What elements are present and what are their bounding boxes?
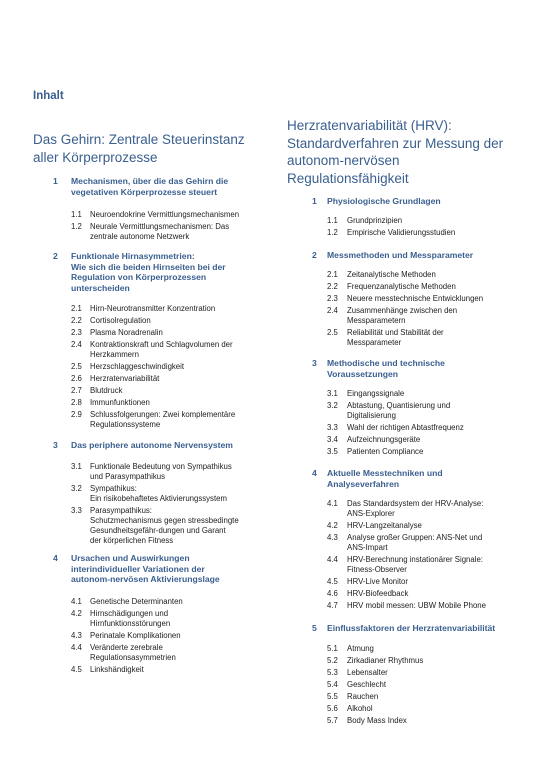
chapter-number: 4 [312,468,317,478]
entry-title: HRV-Biofeedback [347,589,409,598]
entry-title: HRV-Live Monitor [347,577,408,586]
entry-number: 3.2 [327,401,338,410]
entry-number: 5.4 [327,680,338,689]
entry-title: Zusammenhänge zwischen den Messparametern [347,306,458,325]
entry-title: Das Standardsystem der HRV-Analyse: ANS-Explorer [347,499,484,518]
entry-number: 2.1 [71,304,82,313]
entry-title: Parasympathikus: Schutzmechanismus gegen stressbedingte Gesundheitsgefähr-dungen und Garant der körperlichen Fitness [90,506,239,545]
entry-number: 2.8 [71,398,82,407]
entry-title: Frequenzanalytische Methoden [347,282,456,291]
entry-number: 3.2 [71,484,82,493]
entry-title: Plasma Noradrenalin [90,328,163,337]
entry-number: 5.1 [327,644,338,653]
chapter-number: 2 [53,251,58,261]
chapter-number: 3 [53,440,58,450]
entry-title: Analyse großer Gruppen: ANS-Net und ANS-Impart [347,533,483,552]
chapter-title: Mechanismen, über die das Gehirn die vegetativen Körperprozesse steuert [71,176,229,197]
entry-number: 4.3 [71,631,82,640]
chapter-title: Methodische und technische Voraussetzungen [327,358,445,379]
chapter-number: 1 [53,176,58,186]
entry-number: 4.4 [71,643,82,652]
entry-number: 3.3 [71,506,82,515]
entry-title: HRV-Langzeitanalyse [347,521,422,530]
entry-title: Empirische Validierungsstudien [347,228,456,237]
entry-title: Alkohol [347,704,373,713]
entry-title: Zirkadianer Rhythmus [347,656,424,665]
entry-number: 2.9 [71,410,82,419]
entry-title: Hirnschädigungen und Hirnfunktionsstörungen [90,609,171,628]
entry-number: 2.6 [71,374,82,383]
entry-title: Herzratenvariabilität [90,374,160,383]
page-heading: Inhalt [33,90,64,102]
entry-number: 3.3 [327,423,338,432]
entry-title: Cortisolregulation [90,316,151,325]
entry-number: 4.5 [71,665,82,674]
entry-number: 1.2 [327,228,338,237]
chapter-number: 3 [312,358,317,368]
entry-title: Body Mass Index [347,716,407,725]
entry-number: 4.3 [327,533,338,542]
part-title: Herzratenvariabilität (HRV): Standardverfahren zur Messung der autonom-nervösen Regulationsfähigkeit [287,118,504,186]
entry-title: Reliabilität und Stabilität der Messparameter [347,328,444,347]
chapter-title: Einflussfaktoren der Herzratenvariabilität [327,623,496,633]
entry-title: Veränderte zerebrale Regulationsasymmetrien [90,643,176,662]
entry-number: 3.4 [327,435,338,444]
chapter-title: Ursachen und Auswirkungen interindividueller Variationen der autonom-nervösen Aktivierungslage [71,553,220,584]
entry-number: 2.4 [71,340,82,349]
entry-number: 2.2 [71,316,82,325]
entry-title: Hirn-Neurotransmitter Konzentration [90,304,216,313]
chapter-number: 1 [312,196,317,206]
entry-number: 5.6 [327,704,338,713]
entry-number: 2.3 [71,328,82,337]
entry-title: Sympathikus: Ein risikobehaftetes Aktivierungssystem [90,484,227,503]
entry-number: 2.2 [327,282,338,291]
entry-title: HRV mobil messen: UBW Mobile Phone [347,601,486,610]
chapter-number: 4 [53,553,58,563]
chapter-title: Messmethoden und Messparameter [327,250,474,260]
entry-number: 2.3 [327,294,338,303]
entry-title: Neuere messtechnische Entwicklungen [347,294,484,303]
entry-title: Zeitanalytische Methoden [347,270,436,279]
entry-title: Immunfunktionen [90,398,150,407]
entry-number: 4.1 [71,597,82,606]
entry-number: 3.1 [71,462,82,471]
entry-number: 4.6 [327,589,338,598]
entry-number: 4.1 [327,499,338,508]
entry-number: 5.5 [327,692,338,701]
entry-title: Geschlecht [347,680,387,689]
entry-number: 2.4 [327,306,338,315]
entry-number: 2.5 [327,328,338,337]
entry-title: Neurale Vermittlungsmechanismen: Das zentrale autonome Netzwerk [90,222,230,241]
entry-title: Wahl der richtigen Abtastfrequenz [347,423,464,432]
chapter-title: Das periphere autonome Nervensystem [71,440,233,450]
entry-number: 5.3 [327,668,338,677]
entry-title: Linkshändigkeit [90,665,144,674]
entry-title: Abtastung, Quantisierung und Digitalisierung [347,401,451,420]
entry-title: HRV-Berechnung instationärer Signale: Fitness-Observer [347,555,483,574]
entry-number: 5.2 [327,656,338,665]
chapter-title: Physiologische Grundlagen [327,196,441,206]
entry-number: 4.2 [327,521,338,530]
entry-title: Neuroendokrine Vermittlungsmechanismen [90,210,240,219]
entry-number: 1.1 [327,216,338,225]
entry-title: Schlussfolgerungen: Zwei komplementäre Regulationssysteme [90,410,236,429]
entry-title: Genetische Determinanten [90,597,183,606]
entry-number: 4.7 [327,601,338,610]
entry-number: 4.4 [327,555,338,564]
entry-title: Funktionale Bedeutung von Sympathikus und Parasympathikus [90,462,232,481]
chapter-number: 5 [312,623,317,633]
entry-title: Lebensalter [347,668,388,677]
entry-title: Rauchen [347,692,379,701]
entry-number: 4.5 [327,577,338,586]
entry-number: 3.5 [327,447,338,456]
entry-title: Perinatale Komplikationen [90,631,181,640]
chapter-title: Funktionale Hirnasymmetrien: Wie sich die beiden Hirnseiten bei der Regulation von Körperprozessen unterscheiden [71,251,226,293]
chapter-title: Aktuelle Messtechniken und Analyseverfahren [327,468,443,489]
part-title: Das Gehirn: Zentrale Steuerinstanz aller Körperprozesse [33,132,245,165]
entry-number: 1.2 [71,222,82,231]
entry-number: 4.2 [71,609,82,618]
entry-number: 5.7 [327,716,338,725]
entry-title: Kontraktionskraft und Schlagvolumen der Herzkammern [90,340,233,359]
entry-title: Aufzeichnungsgeräte [347,435,421,444]
entry-title: Eingangssignale [347,389,405,398]
entry-number: 2.5 [71,362,82,371]
entry-number: 1.1 [71,210,82,219]
entry-title: Grundprinzipien [347,216,403,225]
chapter-number: 2 [312,250,317,260]
entry-number: 3.1 [327,389,338,398]
entry-title: Herzschlaggeschwindigkeit [90,362,185,371]
entry-number: 2.7 [71,386,82,395]
entry-title: Atmung [347,644,374,653]
entry-number: 2.1 [327,270,338,279]
entry-title: Patienten Compliance [347,447,424,456]
entry-title: Blutdruck [90,386,123,395]
